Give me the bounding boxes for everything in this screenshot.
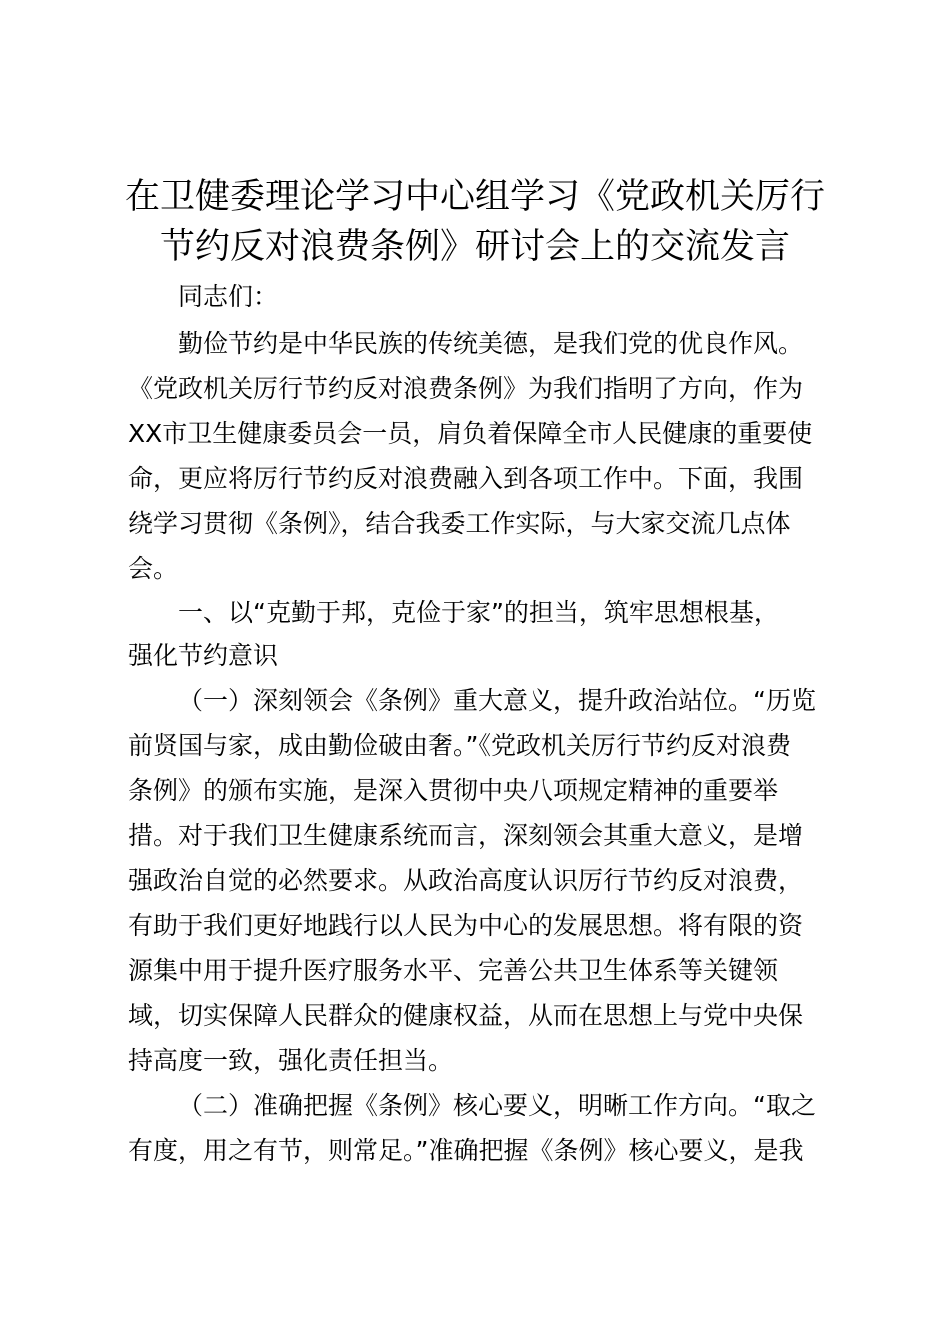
paragraph-line: 措。对于我们卫生健康系统而言，深刻领会其重大意义，是增 (128, 821, 804, 850)
paragraph-line: （一）深刻领会《条例》重大意义，提升政治站位。“历览 (178, 686, 816, 715)
paragraph-line: 有度，用之有节，则常足。”准确把握《条例》核心要义，是我 (128, 1136, 804, 1165)
document-title-line-1: 在卫健委理论学习中心组学习《党政机关厉行 (124, 177, 825, 217)
paragraph-line: 源集中用于提升医疗服务水平、完善公共卫生体系等关键领 (128, 956, 779, 985)
paragraph-line: 命，更应将厉行节约反对浪费融入到各项工作中。下面，我围 (128, 464, 804, 493)
section-heading-line: 强化节约意识 (128, 641, 279, 670)
paragraph-line: 持高度一致，强化责任担当。 (128, 1046, 454, 1075)
paragraph-line: 《党政机关厉行节约反对浪费条例》为我们指明了方向，作为 (128, 374, 804, 403)
paragraph-line: 强政治自觉的必然要求。从政治高度认识厉行节约反对浪费， (128, 866, 804, 895)
section-heading-line: 一、以“克勤于邦，克俭于家”的担当，筑牢思想根基， (178, 598, 779, 627)
document-title-line-2: 节约反对浪费条例》研讨会上的交流发言 (159, 227, 790, 267)
paragraph-line: 前贤国与家，成由勤俭破由奢。”《党政机关厉行节约反对浪费 (128, 731, 791, 760)
paragraph-line: 域，切实保障人民群众的健康权益，从而在思想上与党中央保 (128, 1001, 804, 1030)
paragraph-line: 绕学习贯彻《条例》，结合我委工作实际，与大家交流几点体 (128, 509, 791, 538)
paragraph-line: 条例》的颁布实施，是深入贯彻中央八项规定精神的重要举 (128, 776, 779, 805)
paragraph-line: 有助于我们更好地践行以人民为中心的发展思想。将有限的资 (128, 911, 804, 940)
paragraph-line: XX市卫生健康委员会一员，肩负着保障全市人民健康的重要使 (128, 419, 813, 448)
paragraph-line: 勤俭节约是中华民族的传统美德，是我们党的优良作风。 (178, 329, 804, 358)
salutation: 同志们： (178, 282, 279, 311)
paragraph-line: 会。 (128, 554, 179, 583)
paragraph-line: （二）准确把握《条例》核心要义，明晰工作方向。“取之 (178, 1091, 816, 1120)
